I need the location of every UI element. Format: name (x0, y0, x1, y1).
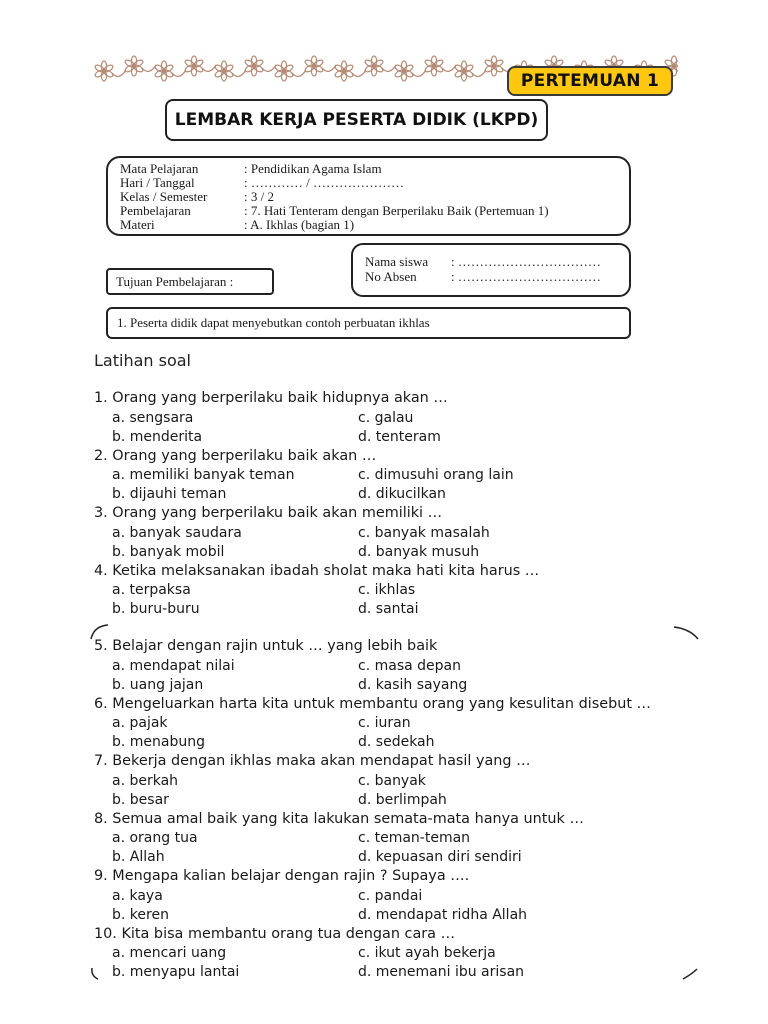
question-text: 1. Orang yang berperilaku baik hidupnya akan … (94, 390, 448, 406)
option-c: c. ikhlas (358, 582, 416, 598)
info-label: Materi (120, 217, 155, 232)
question-item (94, 810, 714, 868)
flower-motif (424, 56, 456, 76)
student-identity-box (351, 243, 631, 297)
question-item (94, 389, 714, 447)
question-item (94, 637, 714, 695)
question-text: 2. Orang yang berperilaku baik akan … (94, 447, 377, 464)
subject-info-box (106, 156, 631, 236)
option-d: d. mendapat ridha Allah (358, 906, 528, 923)
option-b: b. menderita (112, 428, 203, 445)
option-b: b. menyapu lantai (112, 964, 240, 980)
info-value: : ………… / ………………… (244, 175, 404, 190)
flower-motif (244, 56, 276, 76)
option-a: a. banyak saudara (112, 524, 242, 541)
option-d: d. banyak musuh (358, 543, 480, 560)
info-label: Mata Pelajaran (120, 161, 199, 176)
option-row (94, 887, 714, 906)
option-b: b. buru-buru (112, 601, 200, 617)
scan-mark (88, 966, 102, 982)
option-b: b. dijauhi teman (112, 486, 227, 502)
scan-mark (672, 624, 700, 642)
question-item (94, 562, 714, 620)
option-c: c. iuran (358, 715, 411, 731)
option-d: d. kepuasan diri sendiri (358, 849, 522, 865)
option-a: a. orang tua (112, 830, 198, 846)
option-d: d. dikucilkan (358, 486, 446, 502)
info-value: : 7. Hati Tenteram dengan Berperilaku Baik (Pertemuan 1) (244, 203, 549, 218)
option-d: d. kasih sayang (358, 676, 468, 693)
option-c: c. galau (358, 409, 414, 426)
student-number-blank: : …………………………… (451, 269, 601, 284)
option-row (94, 657, 714, 676)
option-a: a. kaya (112, 887, 163, 904)
option-row (94, 676, 714, 695)
option-a: a. berkah (112, 772, 179, 789)
flower-motif (214, 61, 246, 81)
page-gap (94, 619, 714, 637)
flower-motif (184, 56, 216, 76)
option-c: c. dimusuhi orang lain (358, 467, 514, 483)
option-a: a. pajak (112, 715, 168, 731)
option-row (94, 543, 714, 562)
student-number-label: No Absen (365, 269, 417, 284)
flower-motif (394, 61, 426, 81)
objective-label: Tujuan Pembelajaran : (106, 268, 274, 295)
option-b: b. keren (112, 906, 169, 923)
option-row (94, 428, 714, 447)
flower-motif (154, 61, 186, 81)
question-text: 8. Semua amal baik yang kita lakukan semata-mata hanya untuk … (94, 810, 584, 827)
option-b: b. Allah (112, 849, 165, 865)
student-name-row (365, 254, 629, 269)
option-c: c. masa depan (358, 657, 461, 674)
info-row (120, 218, 629, 232)
info-value: : A. Ikhlas (bagian 1) (244, 217, 355, 232)
option-row (94, 829, 714, 848)
option-row (94, 772, 714, 791)
objective-text: 1. Peserta didik dapat menyebutkan contoh perbuatan ikhlas (106, 307, 631, 339)
info-row (120, 204, 629, 218)
option-a: a. terpaksa (112, 582, 191, 598)
option-row (94, 848, 714, 867)
info-value: : 3 / 2 (244, 189, 274, 204)
flower-motif (364, 56, 396, 76)
option-row (94, 485, 714, 504)
option-d: d. berlimpah (358, 791, 447, 808)
option-row (94, 944, 714, 963)
info-row (120, 162, 629, 176)
info-row (120, 190, 629, 204)
option-a: a. mendapat nilai (112, 657, 235, 674)
option-row (94, 963, 714, 982)
flower-motif (274, 61, 306, 81)
option-c: c. banyak masalah (358, 524, 490, 541)
question-text: 7. Bekerja dengan ikhlas maka akan mendapat hasil yang … (94, 753, 531, 769)
question-item (94, 447, 714, 505)
question-list (94, 389, 714, 982)
student-number-row (365, 269, 629, 284)
question-item (94, 752, 714, 810)
question-item (94, 695, 714, 753)
option-a: a. memiliki banyak teman (112, 467, 295, 483)
option-row (94, 581, 714, 600)
option-row (94, 409, 714, 428)
option-b: b. banyak mobil (112, 543, 225, 560)
option-d: d. santai (358, 601, 419, 617)
option-row (94, 524, 714, 543)
option-d: d. menemani ibu arisan (358, 964, 525, 980)
option-c: c. pandai (358, 887, 423, 904)
scan-mark (680, 966, 700, 982)
question-text: 4. Ketika melaksanakan ibadah sholat maka hati kita harus … (94, 562, 540, 579)
option-b: b. uang jajan (112, 676, 204, 693)
question-text: 9. Mengapa kalian belajar dengan rajin ? Supaya …. (94, 868, 470, 884)
question-text: 6. Mengeluarkan harta kita untuk membantu orang yang kesulitan disebut … (94, 695, 651, 712)
scan-mark (88, 622, 110, 642)
question-item (94, 925, 714, 983)
info-row (120, 176, 629, 190)
option-row (94, 466, 714, 485)
question-text: 10. Kita bisa membantu orang tua dengan cara … (94, 925, 455, 942)
question-text: 3. Orang yang berperilaku baik akan memiliki … (94, 505, 443, 521)
option-d: d. sedekah (358, 734, 435, 750)
option-b: b. menabung (112, 734, 206, 750)
info-value: : Pendidikan Agama Islam (244, 161, 382, 176)
question-text: 5. Belajar dengan rajin untuk … yang lebih baik (94, 638, 438, 654)
option-a: a. sengsara (112, 409, 194, 426)
meeting-badge: PERTEMUAN 1 (507, 66, 673, 96)
option-row (94, 600, 714, 619)
info-label: Pembelajaran (120, 203, 191, 218)
flower-motif (124, 56, 156, 76)
flower-motif (454, 61, 486, 81)
student-name-label: Nama siswa (365, 254, 429, 269)
option-a: a. mencari uang (112, 945, 227, 961)
option-row (94, 714, 714, 733)
option-c: c. ikut ayah bekerja (358, 945, 496, 961)
flower-motif (94, 61, 126, 81)
question-item (94, 504, 714, 562)
flower-motif (304, 56, 336, 76)
student-name-blank: : …………………………… (451, 254, 601, 269)
option-d: d. tenteram (358, 428, 441, 445)
question-item (94, 867, 714, 925)
option-row (94, 791, 714, 810)
flower-motif (334, 61, 366, 81)
exercise-title: Latihan soal (94, 351, 191, 370)
option-row (94, 733, 714, 752)
option-b: b. besar (112, 791, 169, 808)
option-row (94, 906, 714, 925)
info-label: Kelas / Semester (120, 189, 208, 204)
worksheet-title: LEMBAR KERJA PESERTA DIDIK (LKPD) (165, 99, 548, 141)
option-c: c. teman-teman (358, 830, 471, 846)
info-label: Hari / Tanggal (120, 175, 195, 190)
option-c: c. banyak (358, 772, 426, 789)
